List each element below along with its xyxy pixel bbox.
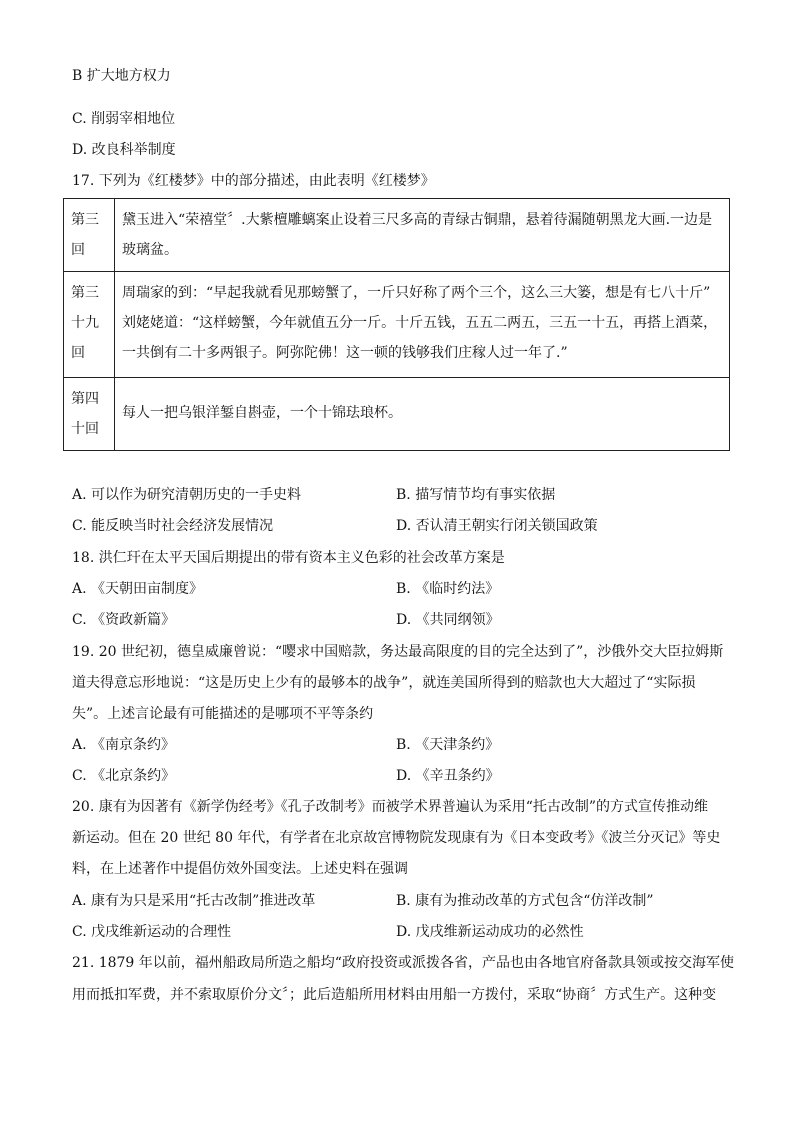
table-chapter-cell	[64, 272, 115, 378]
chapter-label-line: 第四	[71, 391, 99, 407]
content-line: 周瑞家的到：“早起我就看见那螃蟹了，一斤只好称了两个三个，这么三大篓，想是有七八十斤”	[122, 285, 711, 301]
q19-stem-line: 失”。上述言论最有可能描述的是哪项不平等条约	[72, 706, 374, 722]
table-row	[64, 272, 730, 378]
content-line: 黛玉进入“荣禧堂〞.大紫檀雕螭案止设着三尺多高的青绿古铜鼎，悬着待漏随朝黑龙大画.一边是	[122, 212, 713, 228]
content-line: 每人一把乌银洋錾自斟壶，一个十锦珐琅杯。	[122, 405, 402, 421]
table-chapter-cell	[64, 199, 115, 272]
q20-stem-line: 20. 康有为因著有《新学伪经考》《孔子改制考》而被学术界普遍认为采用“托古改制”的方式宣传推动维	[72, 799, 709, 815]
table-content-cell	[115, 272, 730, 378]
chapter-label-line: 回	[71, 345, 85, 361]
table-content-cell	[115, 378, 730, 451]
q21-stem-line: 21. 1879 年以前，福州船政局所造之船均“政府投资或派拨各省，产品也由各地官府备款具领或按交海军使	[72, 955, 734, 971]
q20-option-d: D. 戊戌维新运动成功的必然性	[396, 924, 584, 940]
q17-option-b: B. 描写情节均有事实依据	[396, 487, 556, 503]
table-chapter-cell	[64, 378, 115, 451]
q20-option-b: B. 康有为推动改革的方式包含“仿洋改制”	[396, 893, 654, 909]
table-content-cell	[115, 199, 730, 272]
q18-option-d: D. 《共同纲领》	[396, 612, 500, 628]
q17-excerpt-table	[63, 198, 730, 451]
q18-option-c: C. 《资政新篇》	[72, 612, 176, 628]
q20-stem-line: 新运动。但在 20 世纪 80 年代，有学者在北京故宫博物院发现康有为《日本变政考》《波兰分灭记》等史	[72, 830, 721, 846]
q18-option-b: B. 《临时约法》	[396, 581, 500, 597]
q19-stem-line: 19. 20 世纪初，德皇威廉曾说：“嘤求中国赔款，务达最高限度的目的完全达到了”，沙俄外交大臣拉姆斯	[72, 644, 724, 660]
q16-option-c: C. 削弱宰相地位	[72, 111, 176, 127]
q19-option-b: B. 《天津条约》	[396, 737, 500, 753]
content-line: 一共倒有二十多两银子。阿弥陀佛！这一顿的钱够我们庄稼人过一年了.”	[122, 345, 568, 361]
q17-option-a: A. 可以作为研究清朝历史的一手史料	[72, 487, 302, 503]
q20-option-c: C. 戊戌维新运动的合理性	[72, 924, 232, 940]
q21-stem-line: 用而抵扣军费，并不索取原价分文〞；此后造船所用材料由用船一方拨付，采取“协商〞方式生产。这种变	[72, 987, 717, 1003]
q20-stem-line: 料，在上述著作中提倡仿效外国变法。上述史料在强调	[72, 861, 408, 877]
q19-stem-line: 道夫得意忘形地说：“这是历史上少有的最够本的战争”，就连美国所得到的赔款也大大超过了“实际损	[72, 675, 696, 691]
chapter-label-line: 十九	[71, 315, 99, 331]
q16-option-d: D. 改良科举制度	[72, 142, 176, 158]
q18-option-a: A. 《天朝田亩制度》	[72, 581, 204, 597]
q17-option-c: C. 能反映当时社会经济发展情况	[72, 518, 274, 534]
q18-stem: 18. 洪仁玕在太平天国后期提出的带有资本主义色彩的社会改革方案是	[72, 550, 505, 566]
chapter-label-line: 回	[71, 242, 85, 258]
content-line: 玻璃盆。	[122, 242, 178, 258]
content-line: 刘姥姥道：“这样螃蟹，今年就值五分一斤。十斤五钱，五五二两五，三五一十五，再搭上酒菜，	[122, 315, 718, 331]
table-row	[64, 199, 730, 272]
q19-option-d: D. 《辛丑条约》	[396, 768, 500, 784]
q16-option-b: B 扩大地方权力	[72, 68, 171, 84]
table-row	[64, 378, 730, 451]
chapter-label-line: 第三	[71, 285, 99, 301]
q17-option-d: D. 否认清王朝实行闭关锁国政策	[396, 518, 598, 534]
chapter-label-line: 十回	[71, 421, 99, 437]
q19-option-a: A. 《南京条约》	[72, 737, 176, 753]
q17-stem: 17. 下列为《红楼梦》中的部分描述，由此表明《红楼梦》	[72, 173, 435, 189]
q20-option-a: A. 康有为只是采用“托古改制”推进改革	[72, 893, 316, 909]
chapter-label-line: 第三	[71, 212, 99, 228]
q19-option-c: C. 《北京条约》	[72, 768, 176, 784]
